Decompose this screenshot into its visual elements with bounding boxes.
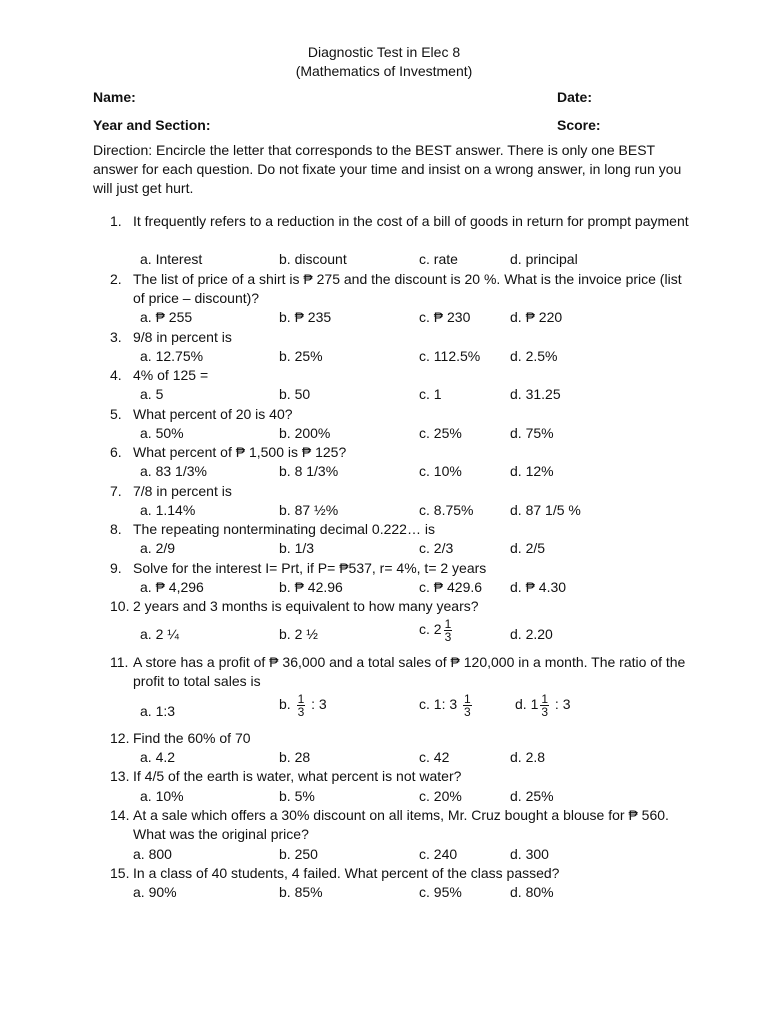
question-number: 12.: [110, 730, 130, 746]
question-13: [110, 767, 690, 786]
options-10: [140, 617, 700, 644]
fraction: [444, 618, 453, 643]
option-b[interactable]: b. 87 ½%: [279, 502, 339, 518]
option-a[interactable]: a. 1:3: [140, 703, 176, 719]
question-number: 2.: [110, 271, 122, 287]
question-6: [110, 443, 690, 462]
option-c[interactable]: c. 95%: [419, 884, 462, 900]
fraction: [297, 693, 306, 718]
option-d[interactable]: d. 31.25: [510, 386, 561, 402]
options-6: [140, 462, 700, 481]
question-text: What percent of 20 is 40?: [133, 406, 293, 422]
option-a[interactable]: a. 2/9: [140, 540, 176, 556]
option-a[interactable]: a. ₱ 4,296: [140, 579, 204, 595]
option-d-suffix: : 3: [551, 696, 571, 713]
question-11: [110, 653, 690, 691]
option-b[interactable]: b. 200%: [279, 425, 331, 441]
option-b-suffix: : 3: [307, 696, 327, 713]
question-5: [110, 405, 690, 424]
question-text: 9/8 in percent is: [133, 329, 232, 345]
fraction: [540, 693, 549, 718]
options-11: [140, 692, 700, 721]
question-number: 10.: [110, 598, 130, 614]
option-b[interactable]: b. 2 ½: [279, 626, 318, 642]
question-8: [110, 520, 690, 539]
question-number: 1.: [110, 213, 122, 229]
option-d-prefix: d. 1: [515, 696, 539, 713]
question-10: [110, 597, 690, 616]
options-3: [140, 347, 700, 366]
question-text: In a class of 40 students, 4 failed. What percent of the class passed?: [133, 865, 560, 881]
fraction-numerator: 1: [297, 692, 305, 706]
option-a[interactable]: a. 2 ¼: [140, 626, 179, 642]
option-a[interactable]: a. 50%: [140, 425, 184, 441]
option-b[interactable]: b. 1/3: [279, 540, 315, 556]
question-4: [110, 366, 690, 385]
question-number: 9.: [110, 560, 122, 576]
option-c[interactable]: c. 112.5%: [419, 348, 481, 364]
fraction-denominator: 3: [444, 630, 452, 644]
question-text: The repeating nonterminating decimal 0.222… is: [133, 521, 435, 537]
option-b[interactable]: b. ₱ 42.96: [279, 579, 343, 595]
options-4: [140, 385, 700, 404]
fraction-denominator: 3: [541, 705, 549, 719]
test-subtitle: (Mathematics of Investment): [295, 63, 473, 79]
question-12: [110, 729, 690, 748]
question-number: 8.: [110, 521, 122, 537]
fraction-denominator: 3: [297, 705, 305, 719]
option-d[interactable]: d. 25%: [510, 788, 554, 804]
question-number: 11.: [110, 654, 129, 670]
option-c[interactable]: c. rate: [419, 251, 458, 267]
question-15: [110, 864, 690, 883]
option-b[interactable]: b. 250: [279, 846, 318, 862]
option-a[interactable]: a. 10%: [140, 788, 184, 804]
question-number: 15.: [110, 865, 130, 881]
options-1: [140, 250, 700, 269]
test-title: Diagnostic Test in Elec 8: [307, 44, 461, 60]
option-d[interactable]: [515, 693, 571, 718]
options-5: [140, 424, 700, 443]
option-b[interactable]: b. 8 1/3%: [279, 463, 339, 479]
question-number: 14.: [110, 807, 130, 823]
name-label: Name:: [93, 89, 136, 105]
option-a[interactable]: a. 800: [133, 846, 172, 862]
option-c[interactable]: c. 20%: [419, 788, 462, 804]
question-text: The list of price of a shirt is ₱ 275 and the discount is 20 %. What is the invoice price (list of price – discount)?: [133, 271, 682, 306]
fraction-numerator: 1: [541, 692, 549, 706]
options-12: [140, 748, 700, 767]
option-d[interactable]: d. 12%: [510, 463, 554, 479]
options-14: [133, 845, 693, 864]
option-c[interactable]: c. 8.75%: [419, 502, 474, 518]
option-c[interactable]: c. 10%: [419, 463, 462, 479]
option-c[interactable]: c. ₱ 429.6: [419, 579, 483, 595]
option-b-prefix: b.: [279, 696, 291, 713]
option-b[interactable]: b. 85%: [279, 884, 323, 900]
option-a[interactable]: a. 12.75%: [140, 348, 204, 364]
option-d[interactable]: d. principal: [510, 251, 578, 267]
question-number: 5.: [110, 406, 122, 422]
option-d[interactable]: d. ₱ 4.30: [510, 579, 567, 595]
question-number: 3.: [110, 329, 122, 345]
option-d[interactable]: d. 2/5: [510, 540, 546, 556]
year-section-label: Year and Section:: [93, 117, 211, 133]
option-d[interactable]: d. 75%: [510, 425, 554, 441]
options-15: [133, 883, 693, 902]
option-d[interactable]: d. 87 1/5 %: [510, 502, 581, 518]
question-number: 7.: [110, 483, 122, 499]
option-c[interactable]: c. 25%: [419, 425, 462, 441]
question-text: It frequently refers to a reduction in the cost of a bill of goods in return for prompt payment: [133, 213, 689, 229]
options-9: [140, 578, 700, 597]
question-text: What percent of ₱ 1,500 is ₱ 125?: [133, 444, 347, 460]
question-text: If 4/5 of the earth is water, what percent is not water?: [133, 768, 462, 784]
option-a[interactable]: a. 90%: [133, 884, 177, 900]
score-label: Score:: [557, 117, 601, 133]
option-a[interactable]: a. 83 1/3%: [140, 463, 207, 479]
option-a[interactable]: a. 4.2: [140, 749, 176, 765]
option-c[interactable]: c. 2/3: [419, 540, 454, 556]
option-b[interactable]: b. ₱ 235: [279, 309, 332, 325]
option-c[interactable]: [419, 693, 474, 718]
question-text: Solve for the interest I= Prt, if P= ₱537, r= 4%, t= 2 years: [133, 560, 487, 576]
option-c[interactable]: [419, 618, 454, 643]
option-c[interactable]: c. 1: [419, 386, 442, 402]
option-d[interactable]: d. ₱ 220: [510, 309, 563, 325]
option-b[interactable]: b. 5%: [279, 788, 315, 804]
question-1: [110, 212, 690, 231]
fraction-denominator: 3: [464, 705, 471, 719]
date-label: Date:: [557, 89, 593, 105]
options-13: [140, 787, 700, 806]
option-b[interactable]: b. 28: [279, 749, 311, 765]
fraction-numerator: 1: [464, 692, 471, 706]
option-a[interactable]: a. Interest: [140, 251, 203, 267]
option-d[interactable]: d. 2.8: [510, 749, 546, 765]
option-c-whole: c. 2: [419, 621, 442, 638]
option-b[interactable]: [279, 693, 327, 718]
option-d[interactable]: d. 300: [510, 846, 549, 862]
fraction-numerator: 1: [444, 617, 452, 631]
question-14: [110, 806, 690, 844]
question-9: [110, 559, 690, 578]
question-text: 4% of 125 =: [133, 367, 209, 383]
options-7: [140, 501, 700, 520]
question-text: 2 years and 3 months is equivalent to how many years?: [133, 598, 479, 614]
option-a[interactable]: a. ₱ 255: [140, 309, 193, 325]
options-8: [140, 539, 700, 558]
fraction: [463, 693, 472, 718]
option-c[interactable]: c. ₱ 230: [419, 309, 471, 325]
option-b[interactable]: b. 50: [279, 386, 311, 402]
option-c-prefix: c. 1: 3: [419, 696, 458, 713]
option-d[interactable]: d. 80%: [510, 884, 554, 900]
question-text: A store has a profit of ₱ 36,000 and a total sales of ₱ 120,000 in a month. The ratio of the profit to total sales is: [133, 654, 686, 689]
question-number: 13.: [110, 768, 130, 784]
question-number: 6.: [110, 444, 122, 460]
options-2: [140, 308, 700, 327]
question-3: [110, 328, 690, 347]
direction-text: Direction: Encircle the letter that corresponds to the BEST answer. There is only one BEST answer for each question. Do not fixate your time and insist on a wrong answer, in long run you will just get hurt.: [93, 142, 682, 196]
option-b[interactable]: b. discount: [279, 251, 347, 267]
question-2: [110, 270, 690, 308]
option-d[interactable]: d. 2.5%: [510, 348, 558, 364]
option-a[interactable]: a. 1.14%: [140, 502, 196, 518]
option-b[interactable]: b. 25%: [279, 348, 323, 364]
question-number: 4.: [110, 367, 122, 383]
option-c[interactable]: c. 240: [419, 846, 458, 862]
question-text: Find the 60% of 70: [133, 730, 251, 746]
option-c[interactable]: c. 42: [419, 749, 450, 765]
option-a[interactable]: a. 5: [140, 386, 164, 402]
question-text: 7/8 in percent is: [133, 483, 232, 499]
question-7: [110, 482, 690, 501]
question-text: At a sale which offers a 30% discount on all items, Mr. Cruz bought a blouse for ₱ 560. What was the original price?: [133, 807, 669, 842]
option-d[interactable]: d. 2.20: [510, 626, 553, 642]
